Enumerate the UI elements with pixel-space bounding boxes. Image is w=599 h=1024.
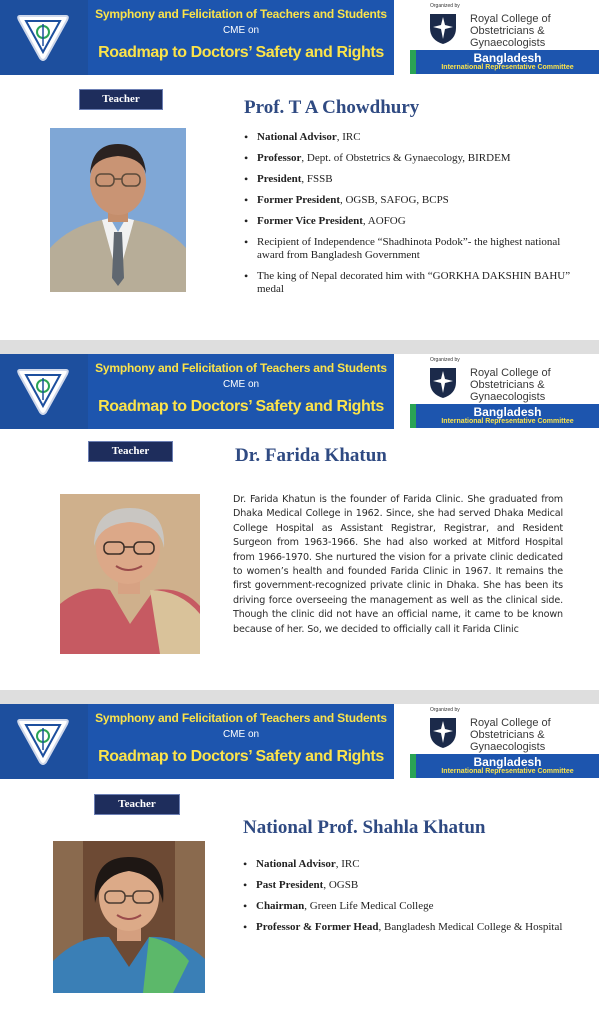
bangladesh-bar xyxy=(410,754,599,778)
credentials-list xyxy=(243,858,573,942)
teacher-badge: Teacher xyxy=(79,89,163,110)
teacher-name: Prof. T A Chowdhury xyxy=(244,97,420,118)
rcog-panel xyxy=(394,0,599,75)
event-title-panel xyxy=(88,704,394,779)
list-item xyxy=(243,879,573,892)
event-title-panel xyxy=(88,354,394,429)
event-title-mid: CME on xyxy=(222,25,260,36)
organized-by-label: Organized by xyxy=(430,707,460,713)
event-title-top: Symphony and Felicitation of Teachers and Students xyxy=(95,7,387,21)
credential-detail: Recipient of Independence “Shadhinota Podok”- the highest national award from Bangladesh Government xyxy=(257,236,561,261)
rcog-shield-icon xyxy=(428,716,458,750)
event-banner xyxy=(0,704,599,779)
credential-title: National Advisor xyxy=(257,131,337,143)
teacher-photo xyxy=(53,841,205,993)
slide-dr-farida-khatun xyxy=(0,354,599,690)
list-item xyxy=(244,270,574,296)
rcog-panel xyxy=(394,354,599,429)
credential-detail: , Green Life Medical College xyxy=(304,900,434,912)
list-item xyxy=(244,236,574,262)
credential-detail: , Dept. of Obstetrics & Gynaecology, BIRDEM xyxy=(301,152,511,164)
slide-separator xyxy=(0,340,599,354)
list-item xyxy=(244,215,574,228)
event-banner xyxy=(0,354,599,429)
rcog-line3: Gynaecologists xyxy=(470,37,546,49)
rcog-name xyxy=(470,13,595,49)
rcog-line2: Obstetricians & xyxy=(470,379,545,391)
teacher-bio: Dr. Farida Khatun is the founder of Farida Clinic. She graduated from Dhaka Medical College in 1962. Since, she had served Dhaka Medical College Hospital as Assistant Registrar, Registrar, and Resident Surgeon from 1963-1966. She had also worked at Mitford Hospital from 1966-1970. She nurtured the vision for a private clinic dedicated to women’s health and founded Farida Clinic in 1967. It remains the first government-recognized private clinic in Dhaka. She has been its driving force overseeing the management as well as the clinical side. Though the clinic did not have an official name, it came to be known because of her. So, we decided to officially call it Farida Clinic xyxy=(233,494,563,635)
credential-title: Former Vice President xyxy=(257,215,363,227)
logo-panel xyxy=(0,0,88,75)
credential-title: Chairman xyxy=(256,900,305,912)
rcog-line2: Obstetricians & xyxy=(470,729,545,741)
event-title-main: Roadmap to Doctors’ Safety and Rights xyxy=(98,748,384,765)
irc-label: International Representative Committee xyxy=(441,768,574,775)
irc-label: International Representative Committee xyxy=(441,64,574,71)
event-title-mid: CME on xyxy=(222,379,260,390)
bsmmu-logo-icon xyxy=(14,366,72,416)
teacher-badge: Teacher xyxy=(88,441,173,462)
rcog-line1: Royal College of xyxy=(470,367,551,379)
slide-prof-shahla-khatun xyxy=(0,704,599,1024)
irc-label: International Representative Committee xyxy=(441,418,574,425)
list-item xyxy=(243,900,573,913)
credential-detail: , IRC xyxy=(335,858,360,870)
bangladesh-bar xyxy=(410,404,599,428)
organized-by-label: Organized by xyxy=(430,3,460,9)
rcog-name xyxy=(470,367,595,403)
teacher-photo xyxy=(50,128,186,292)
list-item xyxy=(244,152,574,165)
person-photo-icon xyxy=(60,494,200,654)
bangladesh-label: Bangladesh xyxy=(473,755,542,769)
list-item xyxy=(243,921,573,934)
rcog-name xyxy=(470,717,595,753)
person-photo-icon xyxy=(53,841,205,993)
logo-panel xyxy=(0,354,88,429)
rcog-line3: Gynaecologists xyxy=(470,391,546,403)
list-item xyxy=(244,131,574,144)
credential-detail: , Bangladesh Medical College & Hospital xyxy=(378,921,563,933)
credential-title: Professor & Former Head xyxy=(256,921,379,933)
teacher-badge: Teacher xyxy=(94,794,180,815)
teacher-name: National Prof. Shahla Khatun xyxy=(243,817,486,838)
credentials-list xyxy=(244,131,574,304)
rcog-line2: Obstetricians & xyxy=(470,25,545,37)
list-item xyxy=(243,858,573,871)
rcog-panel xyxy=(394,704,599,779)
credential-detail: , AOFOG xyxy=(362,215,406,227)
organized-by-label: Organized by xyxy=(430,357,460,363)
credential-title: Former President xyxy=(257,194,340,206)
credential-title: Past President xyxy=(256,879,324,891)
bsmmu-logo-icon xyxy=(14,12,72,62)
slide-separator xyxy=(0,690,599,704)
rcog-line1: Royal College of xyxy=(470,13,551,25)
credential-title: Professor xyxy=(257,152,302,164)
credential-detail: , OGSB xyxy=(323,879,359,891)
logo-panel xyxy=(0,704,88,779)
credential-detail: , OGSB, SAFOG, BCPS xyxy=(339,194,449,206)
event-title-panel xyxy=(88,0,394,75)
credential-detail: , IRC xyxy=(336,131,361,143)
event-title-main: Roadmap to Doctors’ Safety and Rights xyxy=(98,398,384,415)
event-banner xyxy=(0,0,599,75)
rcog-line1: Royal College of xyxy=(470,717,551,729)
bangladesh-bar xyxy=(410,50,599,74)
bangladesh-label: Bangladesh xyxy=(473,51,542,65)
bsmmu-logo-icon xyxy=(14,716,72,766)
rcog-line3: Gynaecologists xyxy=(470,741,546,753)
event-title-top: Symphony and Felicitation of Teachers and Students xyxy=(95,361,387,375)
rcog-shield-icon xyxy=(428,12,458,46)
bangladesh-label: Bangladesh xyxy=(473,405,542,419)
event-title-top: Symphony and Felicitation of Teachers and Students xyxy=(95,711,387,725)
teacher-name: Dr. Farida Khatun xyxy=(235,445,387,466)
rcog-shield-icon xyxy=(428,366,458,400)
teacher-photo xyxy=(60,494,200,654)
credential-title: National Advisor xyxy=(256,858,336,870)
person-photo-icon xyxy=(50,128,186,292)
credential-detail: The king of Nepal decorated him with “GORKHA DAKSHIN BAHU” medal xyxy=(257,270,571,295)
list-item xyxy=(244,194,574,207)
event-title-main: Roadmap to Doctors’ Safety and Rights xyxy=(98,44,384,61)
event-title-mid: CME on xyxy=(222,729,260,740)
list-item xyxy=(244,173,574,186)
credential-title: President xyxy=(257,173,302,185)
slide-prof-chowdhury xyxy=(0,0,599,340)
credential-detail: , FSSB xyxy=(301,173,333,185)
